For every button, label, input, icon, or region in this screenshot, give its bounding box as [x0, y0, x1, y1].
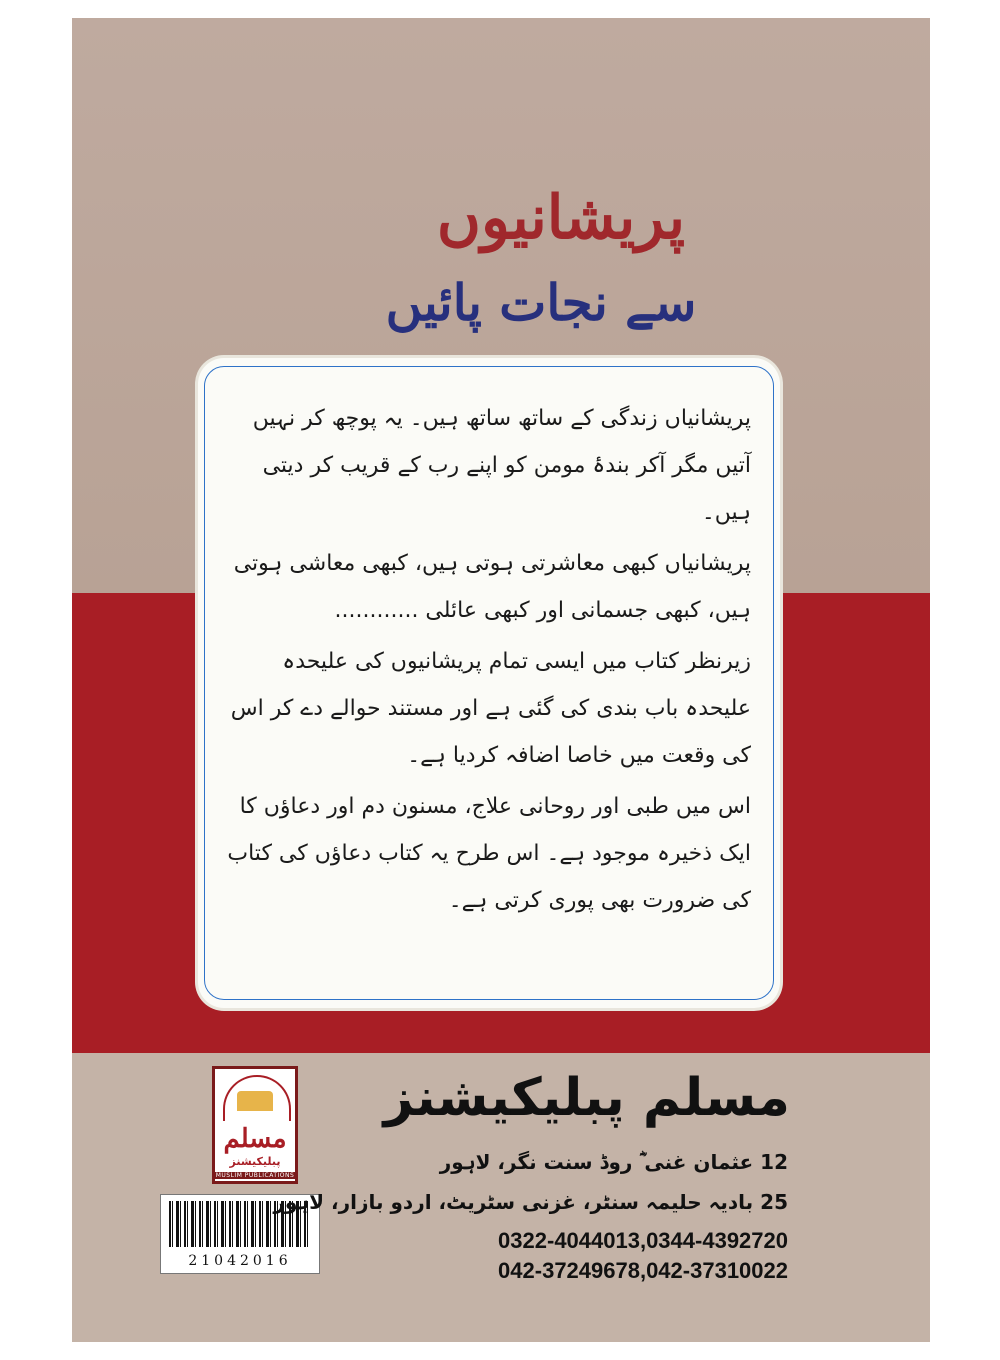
description-paragraph: اس میں طبی اور روحانی علاج، مسنون دم اور دعاؤں کا ایک ذخیرہ موجود ہے۔ اس طرح یہ کتاب دعاؤں کی کتاب کی ضرورت بھی پوری کرتی ہے۔ [227, 794, 751, 913]
publisher-name: مسلم پبلیکیشنز [383, 1068, 790, 1128]
publisher-phone-2: 042-37249678,042-37310022 [498, 1258, 788, 1283]
logo-english: MUSLIM PUBLICATIONS [215, 1172, 295, 1179]
publisher-address-1: 12 عثمان غنی ؓ روڈ سنت نگر، لاہور [439, 1150, 788, 1174]
publisher-address-2: 25 بادیہ حلیمہ سنٹر، غزنی سٹریٹ، اردو بازار، لاہور [273, 1190, 788, 1214]
description-paragraph: پریشانیاں زندگی کے ساتھ ساتھ ہیں۔ یہ پوچھ کر نہیں آتیں مگر آکر بندۂ مومن کو اپنے رب کے قریب کر دیتی ہیں۔ [252, 406, 751, 525]
description-paragraph: زیرنظر کتاب میں ایسی تمام پریشانیوں کی علیحدہ علیحدہ باب بندی کی گئی ہے اور مستند حوالے دے کر اس کی وقعت میں خاصا اضافہ کردیا ہے۔ [230, 649, 751, 768]
barcode-number: 21042016 [188, 1253, 292, 1269]
book-back-cover [72, 18, 930, 1342]
logo-subtitle: پبلیکیشنز [229, 1155, 281, 1168]
description-frame [204, 366, 774, 1000]
title-line-2: سے نجات پائیں [385, 273, 697, 332]
logo-name: مسلم [223, 1124, 287, 1154]
open-book-icon [237, 1091, 273, 1111]
publisher-logo [212, 1066, 298, 1184]
title-line-1: پریشانیوں [436, 183, 686, 253]
publisher-phone-1: 0322-4044013,0344-4392720 [498, 1228, 788, 1253]
description-box [198, 358, 780, 1008]
description-paragraph: پریشانیاں کبھی معاشرتی ہوتی ہیں، کبھی معاشی ہوتی ہیں، کبھی جسمانی اور کبھی عائلی ............ [233, 551, 751, 623]
